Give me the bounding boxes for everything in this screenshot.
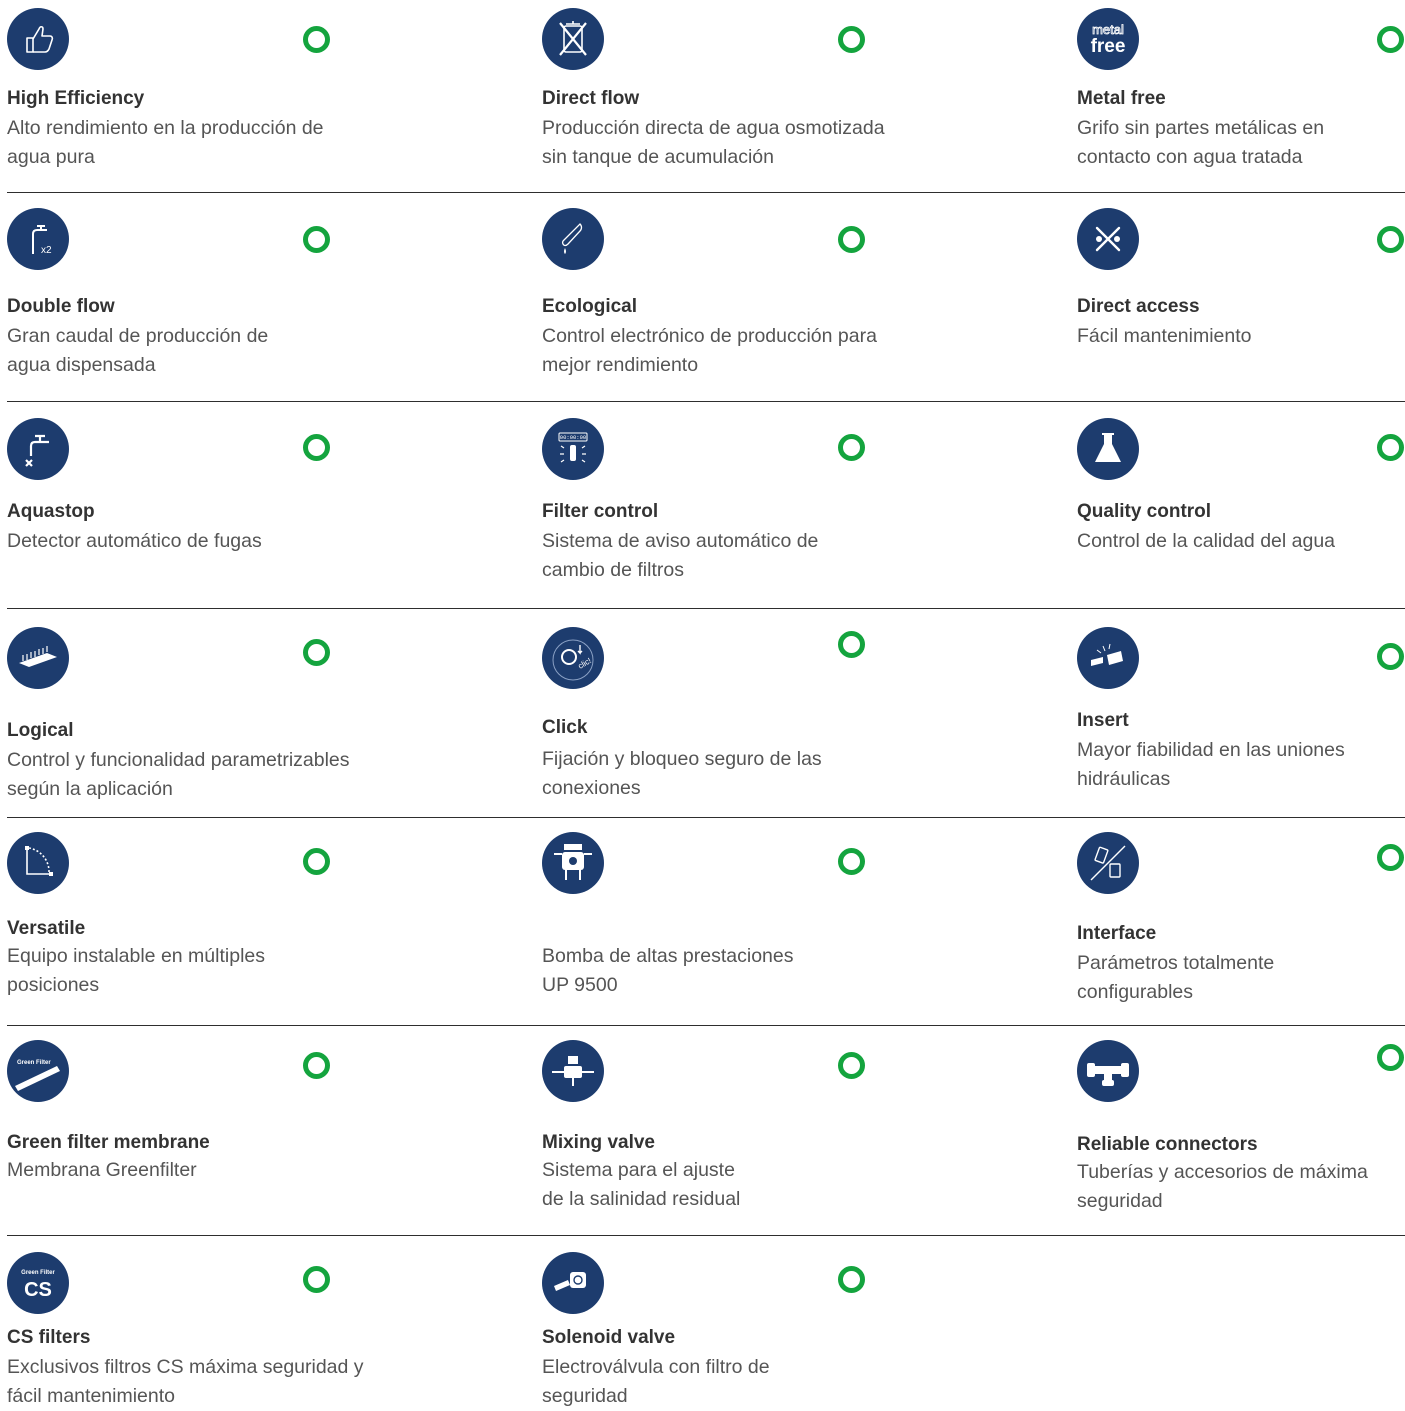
- row-divider: [7, 192, 1405, 193]
- click-connector-icon: [542, 627, 604, 689]
- feature-description: Mayor fiabilidad en las uniones hidráulicas: [1077, 739, 1345, 790]
- check-circle: [838, 434, 865, 461]
- feature-description: Alto rendimiento en la producción de agua pura: [7, 117, 324, 168]
- feature-description: Bomba de altas prestaciones UP 9500: [542, 945, 794, 996]
- feature-description: Electroválvula con filtro de seguridad: [542, 1356, 770, 1407]
- check-circle: [1377, 226, 1404, 253]
- row-divider: [7, 817, 1405, 818]
- icon-label-top: Green Filter: [21, 1270, 55, 1276]
- row-divider: [7, 401, 1405, 402]
- icon-timer: 00:00:00: [559, 434, 587, 441]
- feature-title: Solenoid valve: [542, 1327, 676, 1348]
- feature-title: Mixing valve: [542, 1132, 655, 1153]
- feature-title: Double flow: [7, 296, 115, 317]
- feature-title: Interface: [1077, 923, 1157, 944]
- pump-icon: [542, 832, 604, 894]
- tee-connector-icon: [1077, 1040, 1139, 1102]
- thumbs-up-icon: [7, 8, 69, 70]
- check-circle: [838, 26, 865, 53]
- drop-icon: [542, 208, 604, 270]
- icon-badge: x2: [41, 245, 52, 256]
- check-circle: [303, 1052, 330, 1079]
- flask-icon: [1077, 418, 1139, 480]
- valve-icon: [542, 1040, 604, 1102]
- rotate-positions-icon: [7, 832, 69, 894]
- feature-description: Control electrónico de producción para mejor rendimiento: [542, 325, 877, 376]
- check-circle: [1377, 643, 1404, 670]
- feature-title: Metal free: [1077, 88, 1166, 109]
- feature-description: Grifo sin partes metálicas en contacto con agua tratada: [1077, 117, 1325, 168]
- feature-description: Parámetros totalmente configurables: [1077, 952, 1275, 1003]
- check-circle: [838, 848, 865, 875]
- feature-title: Quality control: [1077, 501, 1212, 522]
- cs-filter-icon: [7, 1252, 69, 1314]
- icon-label: Green Filter: [17, 1060, 51, 1066]
- check-circle: [303, 26, 330, 53]
- feature-description: Equipo instalable en múltiples posiciones: [7, 945, 265, 996]
- solenoid-icon: [542, 1252, 604, 1314]
- devices-icon: [1077, 832, 1139, 894]
- metal-free-icon: [1077, 8, 1139, 70]
- check-circle: [1377, 26, 1404, 53]
- tools-icon: [1077, 208, 1139, 270]
- feature-title: Logical: [7, 720, 74, 741]
- feature-title: Direct flow: [542, 88, 640, 109]
- timer-filter-icon: [542, 418, 604, 480]
- feature-description: Membrana Greenfilter: [7, 1159, 197, 1181]
- feature-title: High Efficiency: [7, 88, 145, 109]
- feature-title: CS filters: [7, 1327, 91, 1348]
- feature-title: Aquastop: [7, 501, 95, 522]
- feature-description: Fijación y bloqueo seguro de las conexiones: [542, 748, 822, 799]
- tap-leak-icon: [7, 418, 69, 480]
- icon-label-main: CS: [24, 1279, 52, 1301]
- feature-description: Control de la calidad del agua: [1077, 530, 1336, 552]
- icon-label-free: free: [1090, 36, 1126, 57]
- feature-title: Green filter membrane: [7, 1132, 210, 1153]
- check-circle: [838, 1266, 865, 1293]
- check-circle: [303, 639, 330, 666]
- feature-title: Insert: [1077, 710, 1129, 731]
- check-circle: [303, 434, 330, 461]
- check-circle: [838, 1052, 865, 1079]
- check-circle: [1377, 844, 1404, 871]
- check-circle: [1377, 1044, 1404, 1071]
- feature-description: Exclusivos filtros CS máxima seguridad y fácil mantenimiento: [7, 1356, 364, 1407]
- check-circle: [838, 631, 865, 658]
- check-circle: [303, 848, 330, 875]
- icon-label: clic!: [576, 656, 593, 671]
- feature-description: Sistema de aviso automático de cambio de filtros: [542, 530, 819, 581]
- check-circle: [303, 1266, 330, 1293]
- membrane-icon: [7, 1040, 69, 1102]
- feature-description: Fácil mantenimiento: [1077, 325, 1252, 347]
- feature-description: Sistema para el ajuste de la salinidad residual: [542, 1159, 741, 1210]
- insert-fitting-icon: [1077, 627, 1139, 689]
- icon-label-metal: metal: [1092, 22, 1124, 37]
- feature-description: Control y funcionalidad parametrizables según la aplicación: [7, 749, 350, 800]
- feature-title: Direct access: [1077, 296, 1200, 317]
- circuit-board-icon: [7, 627, 69, 689]
- double-tap-icon: [7, 208, 69, 270]
- check-circle: [1377, 434, 1404, 461]
- feature-title: Click: [542, 717, 588, 738]
- feature-description: Detector automático de fugas: [7, 530, 262, 552]
- feature-title: Versatile: [7, 918, 86, 939]
- check-circle: [838, 226, 865, 253]
- feature-title: Filter control: [542, 501, 659, 522]
- row-divider: [7, 1025, 1405, 1026]
- check-circle: [303, 226, 330, 253]
- no-tank-icon: [542, 8, 604, 70]
- feature-description: Producción directa de agua osmotizada sin tanque de acumulación: [542, 117, 885, 168]
- feature-title: Reliable connectors: [1077, 1134, 1258, 1155]
- feature-description: Gran caudal de producción de agua dispensada: [7, 325, 269, 376]
- row-divider: [7, 1235, 1405, 1236]
- feature-description: Tuberías y accesorios de máxima seguridad: [1077, 1161, 1368, 1212]
- row-divider: [7, 608, 1405, 609]
- feature-title: Ecological: [542, 296, 638, 317]
